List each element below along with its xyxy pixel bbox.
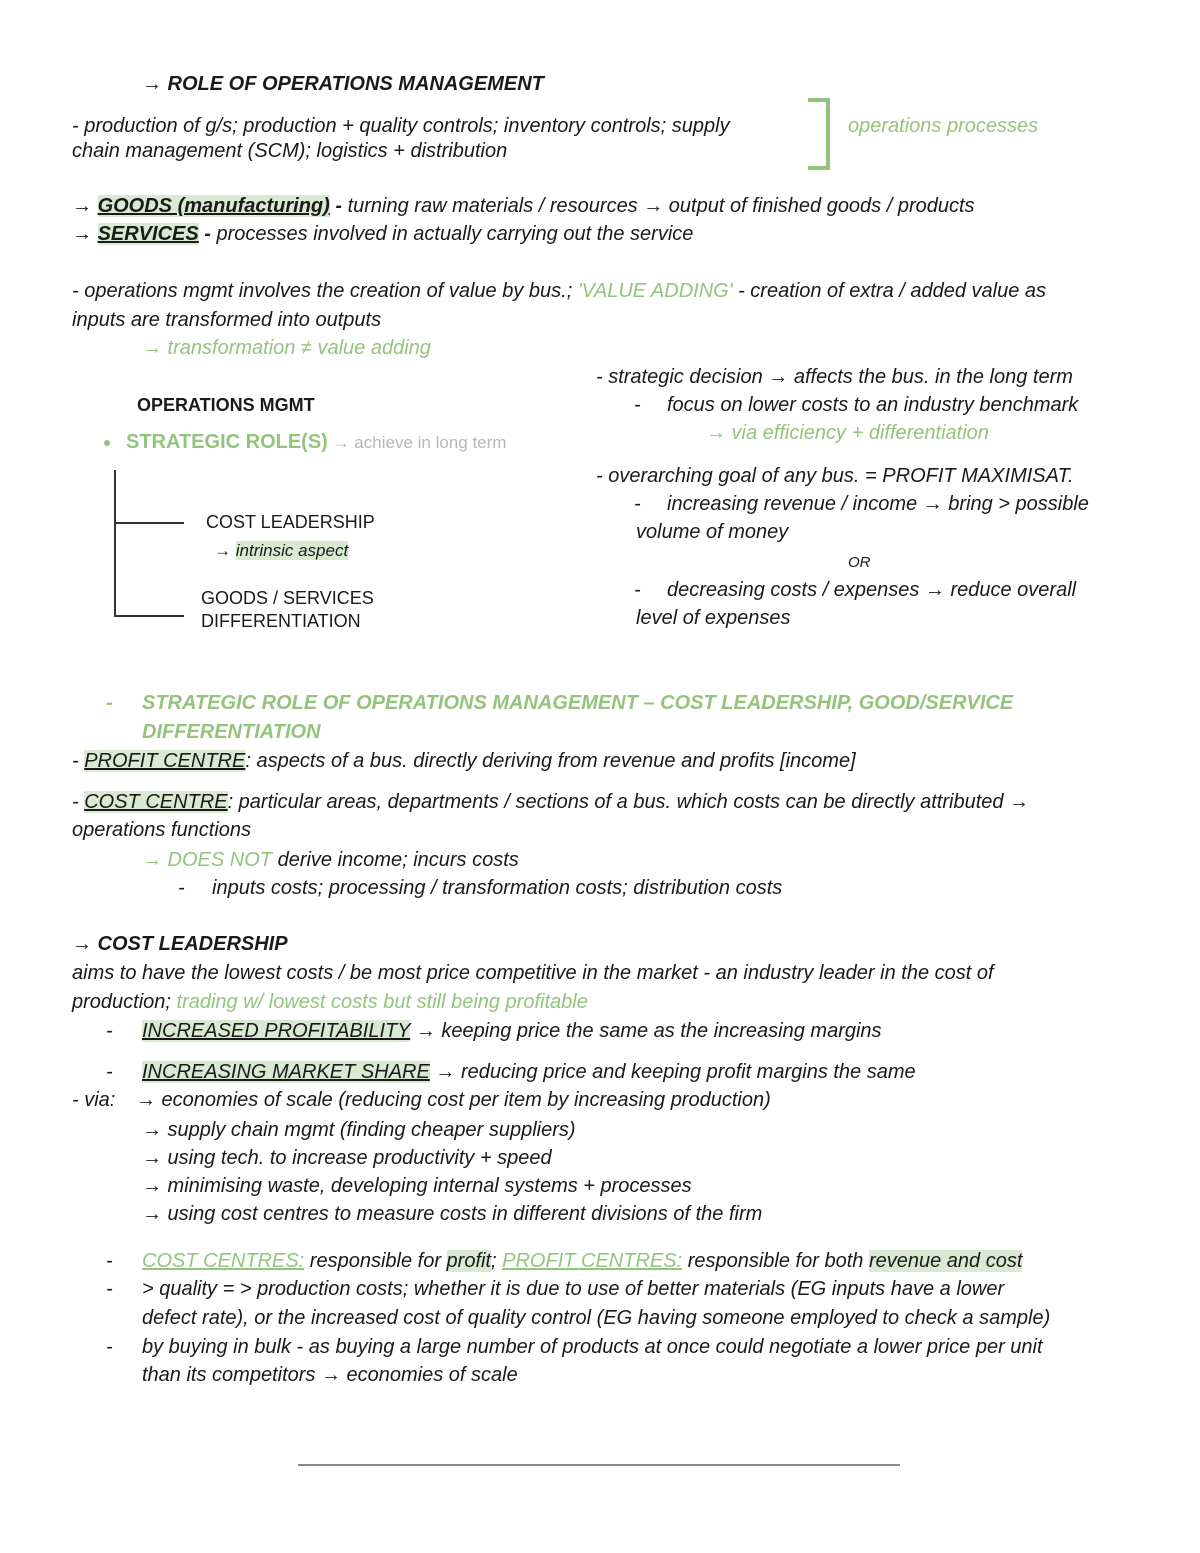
quality-dash: -	[106, 1278, 113, 1300]
tree-vertical-line	[114, 470, 116, 617]
cost-leadership-line-1: aims to have the lowest costs / be most price competitive in the market - an industry leader in the cost of	[72, 962, 994, 984]
cost-centres-term: COST CENTRES:	[142, 1250, 305, 1272]
role-line-2: chain management (SCM); logistics + distribution	[72, 140, 508, 162]
via-item-5: → using cost centres to measure costs in different divisions of the firm	[142, 1203, 763, 1225]
centres-separator: ;	[491, 1250, 503, 1272]
cost-leadership-line-2-a: production;	[72, 991, 177, 1013]
goods-term: GOODS (manufacturing)	[97, 195, 330, 217]
via-item-4: → minimising waste, developing internal systems + processes	[142, 1175, 692, 1197]
diagram-diff-line-2: DIFFERENTIATION	[201, 611, 361, 631]
cost-centre-prefix: -	[72, 791, 85, 813]
goods-line	[72, 192, 975, 220]
cost-centre-term: COST CENTRE	[84, 791, 228, 813]
goods-dash: -	[329, 195, 348, 217]
via-item-3: → using tech. to increase productivity + speed	[142, 1147, 552, 1169]
value-line-2: inputs are transformed into outputs	[72, 309, 382, 331]
inc-line-1: increasing revenue / income → bring > possible	[667, 493, 1089, 515]
diagram-strategic	[126, 430, 506, 455]
profit-centre-prefix: -	[72, 750, 85, 772]
bullet-dot	[104, 440, 110, 446]
goods-arrow: →	[72, 195, 98, 217]
cost-leadership-line-2	[72, 988, 588, 1016]
bulk-line-2: than its competitors → economies of scale	[142, 1364, 518, 1386]
cost-leadership-heading: → COST LEADERSHIP	[72, 933, 288, 955]
via-item-2: → supply chain mgmt (finding cheaper suppliers)	[142, 1119, 576, 1141]
via-label: - via:	[72, 1089, 116, 1111]
strategic-heading-line-1: STRATEGIC ROLE OF OPERATIONS MANAGEMENT – COST LEADERSHIP, GOOD/SERVICE	[142, 692, 1014, 714]
dec-line-2: level of expenses	[636, 607, 791, 629]
quality-line-2: defect rate), or the increased cost of quality control (EG having someone employed to check a sample)	[142, 1307, 1051, 1329]
via-item-1: → economies of scale (reducing cost per item by increasing production)	[136, 1089, 771, 1111]
value-line-1	[72, 277, 1046, 305]
cost-centre-sub: inputs costs; processing / transformation costs; distribution costs	[212, 877, 783, 899]
strategic-heading-line-2: DIFFERENTIATION	[142, 721, 321, 743]
bracket-label: operations processes	[848, 115, 1039, 137]
intrinsic-aspect: intrinsic aspect	[235, 541, 349, 560]
revenue-cost-highlight: revenue and cost	[868, 1250, 1023, 1272]
role-heading: → ROLE OF OPERATIONS MANAGEMENT	[142, 73, 544, 95]
value-note: → transformation ≠ value adding	[142, 337, 431, 359]
cost-centre-line	[72, 788, 1029, 816]
does-not-rest: derive income; incurs costs	[272, 849, 519, 871]
dec-line-1: decreasing costs / expenses → reduce overall	[667, 579, 1077, 601]
footer-rule	[298, 1464, 900, 1466]
intrinsic-arrow: →	[214, 541, 236, 560]
cost-leadership-line-2-b: trading w/ lowest costs but still being profitable	[176, 991, 588, 1013]
dec-dash: -	[634, 579, 641, 601]
cost-centres-text: responsible for	[304, 1250, 447, 1272]
diagram-intrinsic	[214, 539, 348, 563]
strategic-role-note: → achieve in long term	[327, 433, 507, 452]
value-text-c: - creation of extra / added value as	[732, 280, 1047, 302]
bullet-2	[142, 1058, 916, 1086]
strategic-role-label: STRATEGIC ROLE(S)	[126, 431, 328, 453]
focus-line: focus on lower costs to an industry benchmark	[667, 394, 1079, 416]
services-arrow: →	[72, 223, 98, 245]
or-label: OR	[848, 554, 871, 571]
strategic-heading-dash: -	[106, 692, 113, 714]
bracket-shape	[808, 98, 830, 170]
bulk-dash: -	[106, 1336, 113, 1358]
role-line-1: - production of g/s; production + quality controls; inventory controls; supply	[72, 115, 730, 137]
goal-line: - overarching goal of any bus. = PROFIT MAXIMISAT.	[596, 465, 1074, 487]
bullet-2-dash: -	[106, 1061, 113, 1083]
inc-line-2: volume of money	[636, 521, 789, 543]
cost-centre-line-2: operations functions	[72, 819, 252, 841]
inc-dash: -	[634, 493, 641, 515]
focus-dash: -	[634, 394, 641, 416]
value-text-a: - operations mgmt involves the creation of value by bus.;	[72, 280, 578, 302]
services-term: SERVICES	[97, 223, 199, 245]
centres-dash: -	[106, 1250, 113, 1272]
bullet-1-desc: → keeping price the same as the increasing margins	[410, 1020, 882, 1042]
quality-line-1: > quality = > production costs; whether it is due to use of better materials (EG inputs have a lower	[142, 1278, 1005, 1300]
goods-desc: turning raw materials / resources → output of finished goods / products	[347, 195, 975, 217]
services-desc: processes involved in actually carrying out the service	[216, 223, 694, 245]
bullet-1	[142, 1017, 882, 1045]
centres-line	[142, 1247, 1022, 1275]
bulk-line-1: by buying in bulk - as buying a large number of products at once could negotiate a lower price per unit	[142, 1336, 1043, 1358]
profit-centres-term: PROFIT CENTRES:	[502, 1250, 683, 1272]
diagram-title: OPERATIONS MGMT	[137, 395, 315, 415]
services-line	[72, 220, 693, 248]
profit-centres-text: responsible for both	[682, 1250, 869, 1272]
services-dash: -	[198, 223, 217, 245]
profit-centre-desc: : aspects of a bus. directly deriving from revenue and profits [income]	[245, 750, 856, 772]
profit-centre-term: PROFIT CENTRE	[84, 750, 246, 772]
cost-centre-sub-dash: -	[178, 877, 185, 899]
bullet-2-desc: → reducing price and keeping profit margins the same	[429, 1061, 916, 1083]
increased-profitability: INCREASED PROFITABILITY	[142, 1020, 411, 1042]
tree-branch-diff	[114, 615, 184, 617]
tree-branch-cost	[114, 522, 184, 524]
value-adding-term: 'VALUE ADDING'	[577, 280, 733, 302]
cost-centre-note	[142, 846, 519, 874]
cost-centre-desc: : particular areas, departments / sections of a bus. which costs can be directly attributed →	[227, 791, 1030, 813]
diagram-cost-leadership: COST LEADERSHIP	[206, 512, 375, 532]
profit-highlight: profit	[446, 1250, 492, 1272]
diagram-diff-line-1: GOODS / SERVICES	[201, 588, 374, 608]
profit-centre-line	[72, 747, 856, 775]
via-efficiency: → via efficiency + differentiation	[706, 422, 989, 444]
increasing-market-share: INCREASING MARKET SHARE	[142, 1061, 430, 1083]
bullet-1-dash: -	[106, 1020, 113, 1042]
strategic-decision: - strategic decision → affects the bus. in the long term	[596, 366, 1073, 388]
does-not-label: → DOES NOT	[142, 849, 273, 871]
